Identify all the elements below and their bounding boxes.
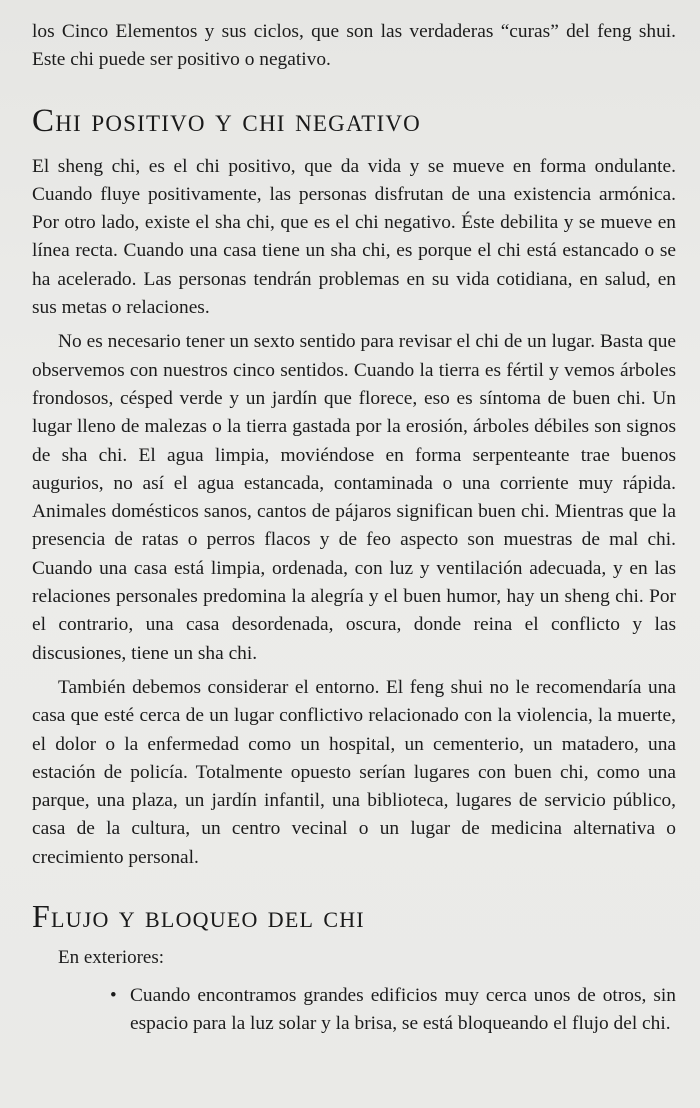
section-heading-chi: Chi positivo y chi negativo xyxy=(32,102,421,139)
section-heading-flujo: Flujo y bloqueo del chi xyxy=(32,898,365,935)
bullet-icon: • xyxy=(110,985,117,1007)
bullet-list xyxy=(32,982,676,1039)
paragraph-sentidos: No es necesario tener un sexto sentido para revisar el chi de un lugar. Basta que observemos con nuestros cinco sentidos. Cuando la tierra es fértil y vemos árboles frondosos, césped verde y un jardín que florece, eso es síntoma de buen chi. Un lugar lleno de malezas o la tierra gastada por la erosión, árboles débiles son signos de sha chi. El agua limpia, moviéndose en forma serpenteante trae buenos augurios, no así el agua estancada, contaminada o una corriente muy rápida. Animales domésticos sanos, cantos de pájaros significan buen chi. Mientras que la presencia de ratas o perros flacos y de feo aspecto son muestras de mal chi. Cuando una casa está limpia, ordenada, con luz y ventilación adecuada, y en las relaciones personales predomina la alegría y el buen humor, hay un sheng chi. Por el contrario, una casa desordenada, oscura, donde reina el conflicto y las discusiones, tiene un sha chi. xyxy=(32,331,676,664)
list-item xyxy=(110,982,676,1039)
paragraph-sheng-chi: El sheng chi, es el chi positivo, que da vida y se mueve en forma ondulante. Cuando fluye positivamente, las personas disfrutan de una existencia armónica. Por otro lado, existe el sha chi, que es el chi negativo. Éste debilita y se mueve en línea recta. Cuando una casa tiene un sha chi, es porque el chi está estancado o se ha acelerado. Las personas tendrán problemas en su vida cotidiana, en salud, en sus metas o relaciones. xyxy=(32,155,676,319)
continuation-paragraph: los Cinco Elementos y sus ciclos, que son las verdaderas “curas” del feng shui. Este chi puede ser positivo o negativo. xyxy=(32,21,676,71)
paragraph-entorno: También debemos considerar el entorno. El feng shui no le recomendaría una casa que esté cerca de un lugar conflictivo relacionado con la violencia, la muerte, el dolor o la enfermedad como un hospital, un cementerio, un matadero, una estación de policía. Totalmente opuesto serían lugares con buen chi, como una parque, una plaza, un jardín infantil, una biblioteca, lugares de servicio público, casa de la cultura, un centro vecinal o un lugar de medicina alternativa o crecimiento personal. xyxy=(32,676,676,868)
list-item-text: Cuando encontramos grandes edificios muy cerca unos de otros, sin espacio para la luz solar y la brisa, se está bloqueando el flujo del chi. xyxy=(130,985,676,1035)
subheading-exteriores: En exteriores: xyxy=(58,947,165,969)
